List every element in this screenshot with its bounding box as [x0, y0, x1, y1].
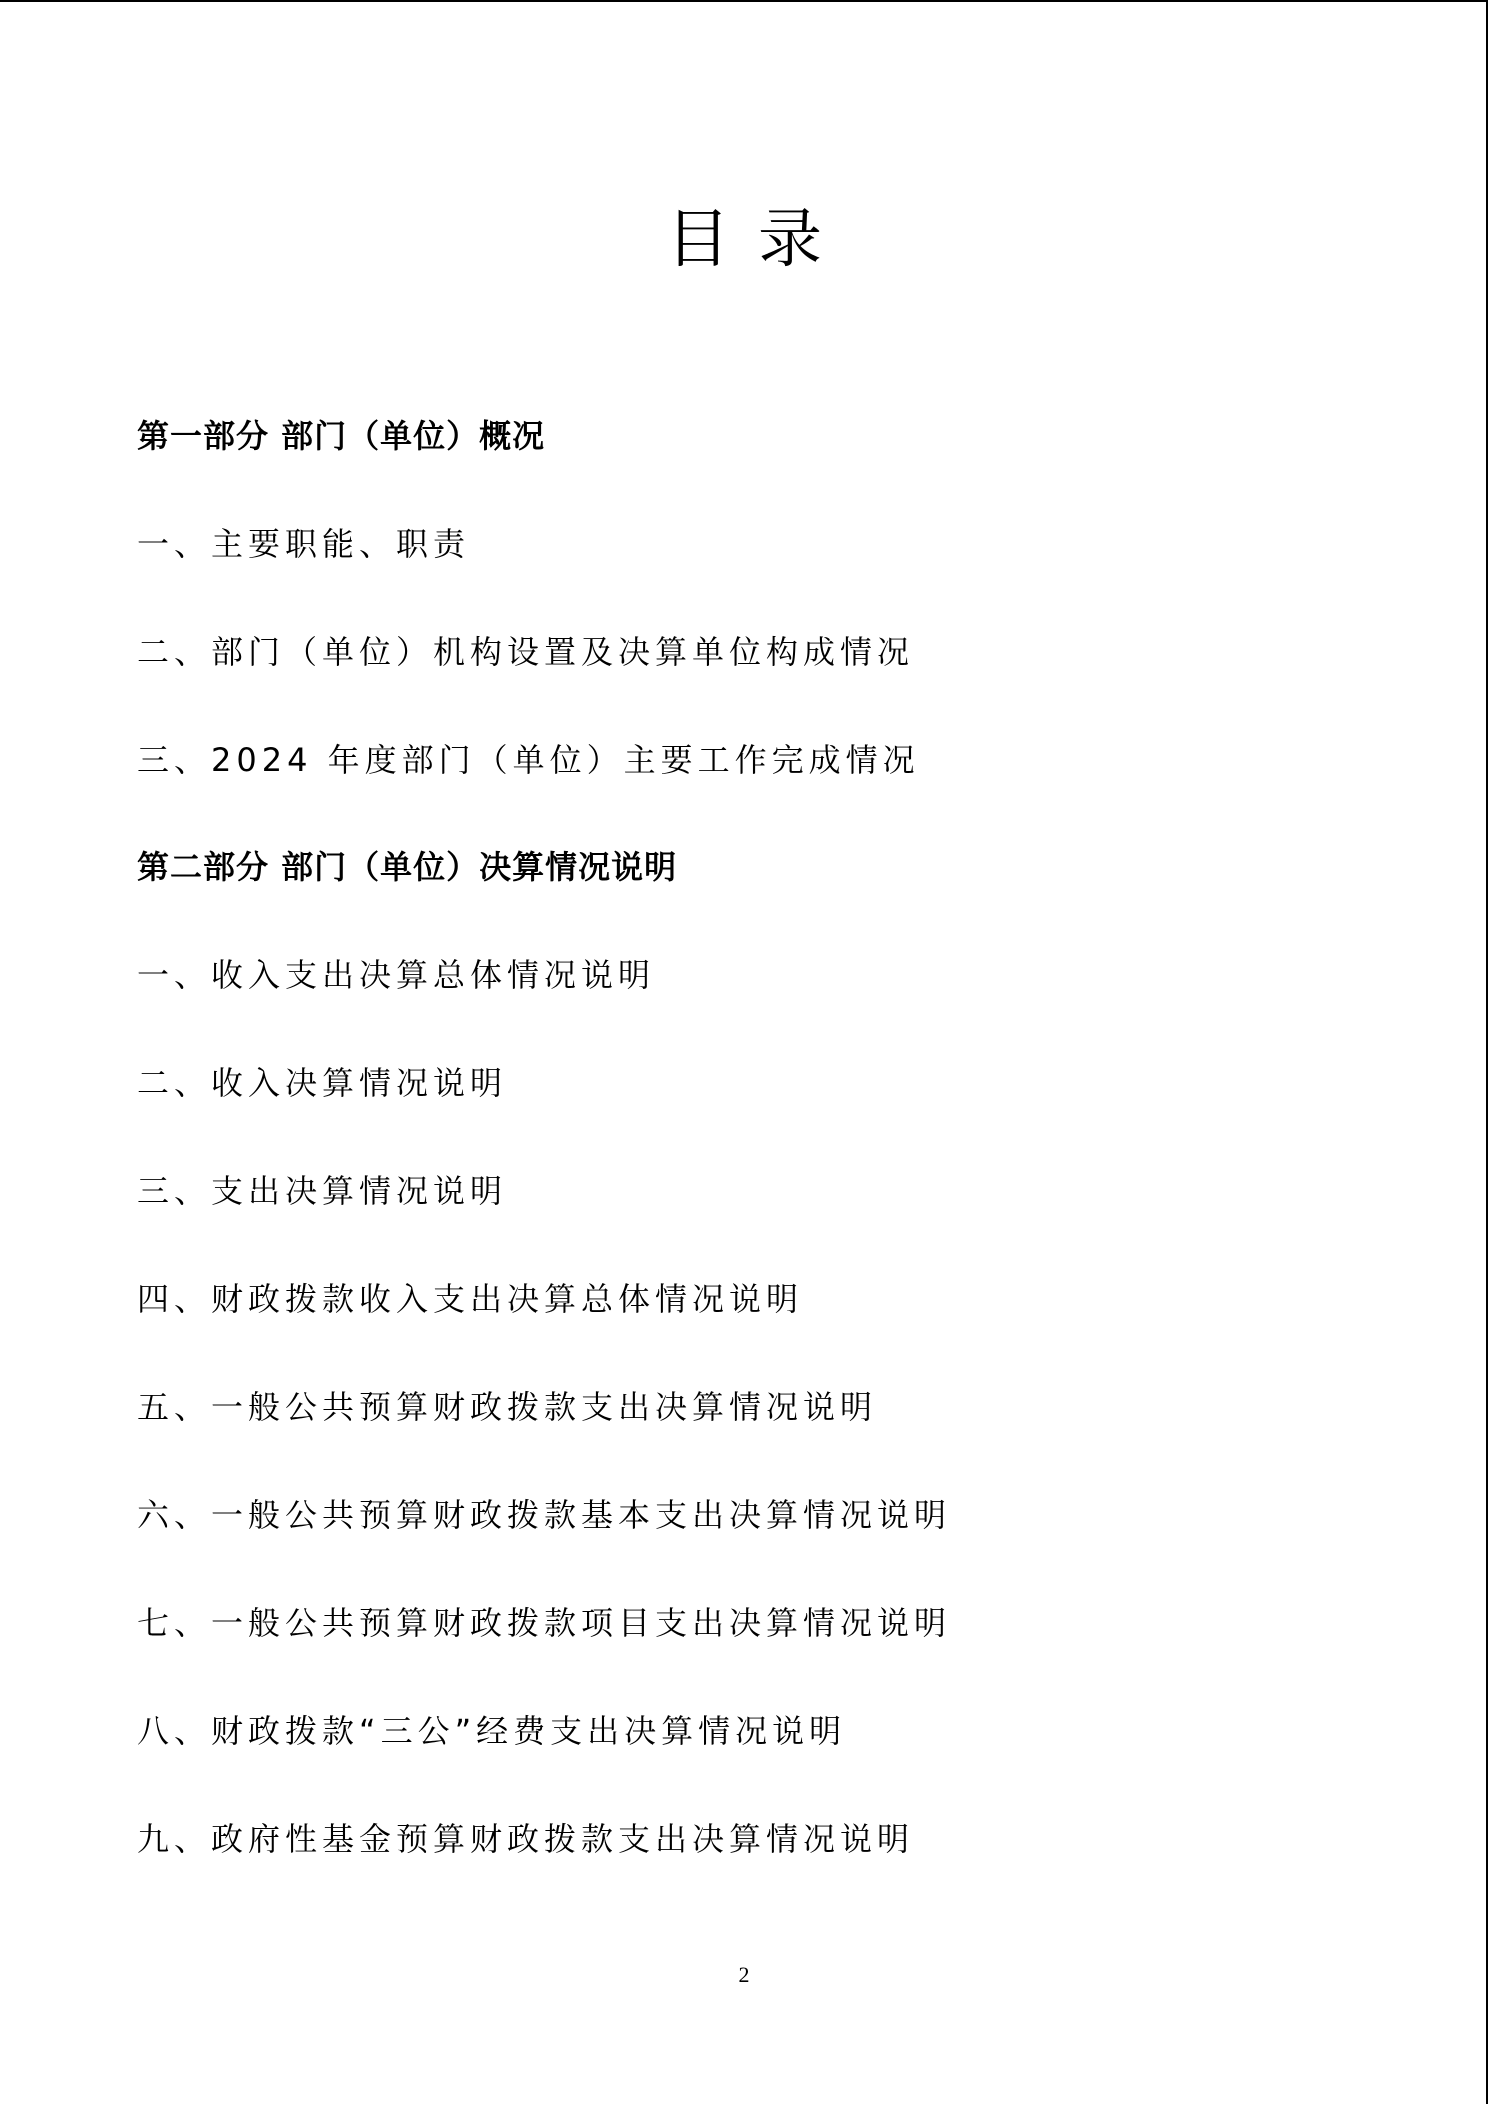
toc-item[interactable]: 四、财政拨款收入支出决算总体情况说明: [137, 1280, 804, 1318]
toc-item[interactable]: 二、收入决算情况说明: [137, 1064, 508, 1102]
page-border-top: [0, 0, 1488, 2]
toc-item[interactable]: 八、财政拨款“三公”经费支出决算情况说明: [137, 1712, 847, 1750]
toc-item[interactable]: 一、收入支出决算总体情况说明: [137, 956, 656, 994]
toc-item[interactable]: 九、政府性基金预算财政拨款支出决算情况说明: [137, 1820, 915, 1858]
toc-part-1-heading[interactable]: 第一部分 部门（单位）概况: [137, 417, 546, 455]
toc-part-2-heading[interactable]: 第二部分 部门（单位）决算情况说明: [137, 848, 678, 886]
toc-item[interactable]: 一、主要职能、职责: [137, 525, 471, 563]
toc-item[interactable]: 五、一般公共预算财政拨款支出决算情况说明: [137, 1388, 878, 1426]
toc-item[interactable]: 七、一般公共预算财政拨款项目支出决算情况说明: [137, 1604, 952, 1642]
toc-item[interactable]: 二、部门（单位）机构设置及决算单位构成情况: [137, 633, 915, 671]
toc-item[interactable]: 三、支出决算情况说明: [137, 1172, 508, 1210]
document-title: 目录: [666, 203, 850, 277]
toc-item[interactable]: 六、一般公共预算财政拨款基本支出决算情况说明: [137, 1496, 952, 1534]
page-number: 2: [738, 1962, 750, 1987]
toc-item[interactable]: 三、2024 年度部门（单位）主要工作完成情况: [137, 741, 920, 779]
